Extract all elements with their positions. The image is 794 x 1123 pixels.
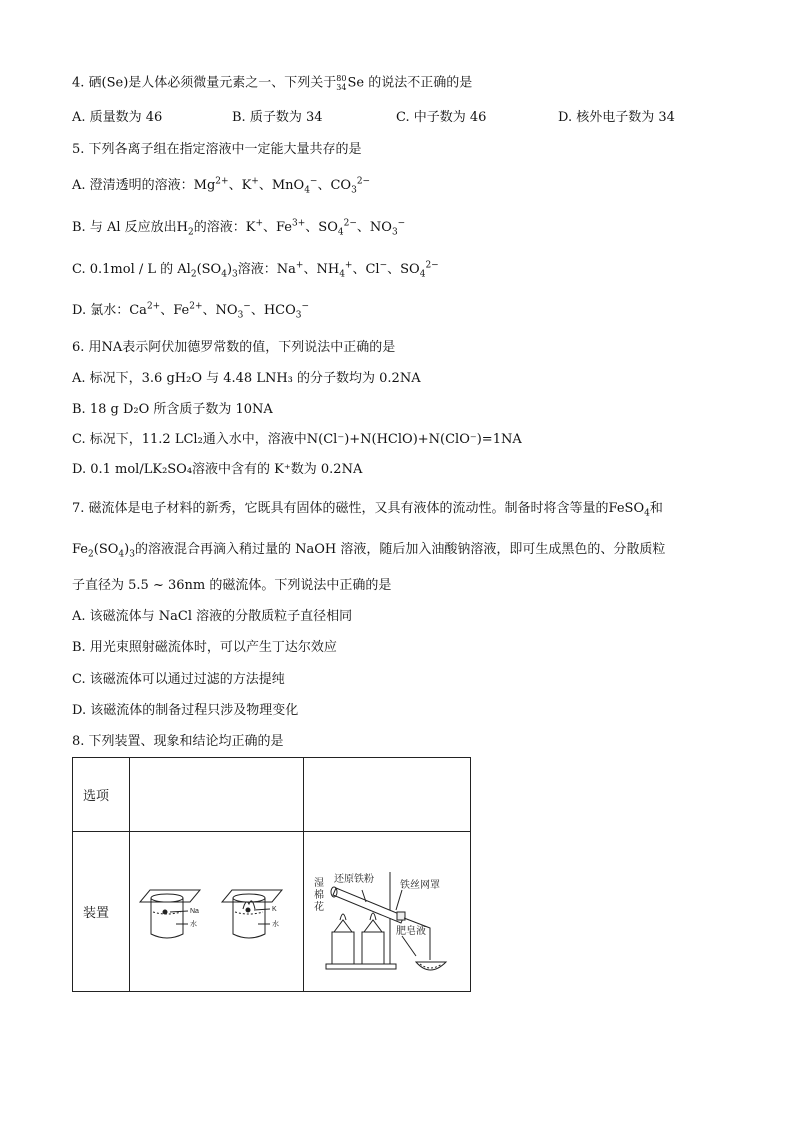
label-reduced-iron: 还原铁粉	[334, 874, 374, 885]
label-na: Na	[190, 908, 199, 915]
label-soap-solution: 肥皂液	[396, 926, 426, 937]
nuclide-symbol: Se	[347, 75, 365, 91]
q7-line1: 7. 磁流体是电子材料的新秀，它既具有固体的磁性，又具有液体的流动性。制备时将含等量的FeSO$_4$和	[72, 501, 663, 519]
label-k: K	[272, 906, 277, 913]
cell-option-1	[130, 758, 304, 832]
label-flower: 花	[314, 902, 324, 913]
q7-option-a: A. 该磁流体与 NaCl 溶液的分散质粒子直径相同	[72, 609, 353, 624]
q7-option-d: D. 该磁流体的制备过程只涉及物理变化	[72, 703, 299, 718]
q6-option-a: A. 标况下，3.6 gH₂O 与 4.48 LNH₃ 的分子数均为 0.2NA	[72, 371, 421, 386]
q4-option-a: A. 质量数为 46	[72, 110, 163, 125]
nuclide-notation: 80 34	[336, 74, 347, 92]
q4-option-c: C. 中子数为 46	[396, 110, 487, 125]
cell-option-2	[304, 758, 471, 832]
cell-figure-2	[304, 832, 471, 992]
q5-option-c: C. 0.1mol / L 的 $Al_2(SO_4)_3$溶液：Na+、$NH_4^+$、Cl−、$SO_4^{2-}$	[72, 260, 439, 280]
q5-stem: 5. 下列各离子组在指定溶液中一定能大量共存的是	[72, 142, 362, 157]
label-water-right: 水	[272, 921, 279, 928]
q5-option-b: B. 与 Al 反应放出$H_2$的溶液：K+、$Fe^{3+}$、$SO_4^{2-}$、$NO_3^-$	[72, 218, 406, 238]
q6-option-d: D. 0.1 mol/LK₂SO₄溶液中含有的 K⁺数为 0.2NA	[72, 462, 363, 477]
q7-option-c: C. 该磁流体可以通过过滤的方法提纯	[72, 672, 285, 687]
label-cotton: 棉	[314, 890, 324, 901]
q4-stem-text: 4. 硒(Se)是人体必须微量元素之一、下列关于	[72, 75, 337, 91]
q8-table	[72, 757, 471, 992]
q5-option-a: A. 澄清透明的溶液：$Mg^{2+}$、K+、MnO$_4$−、$CO_3^{2-}$	[72, 176, 371, 196]
q6-stem: 6. 用NA表示阿伏加德罗常数的值，下列说法中正确的是	[72, 340, 396, 355]
q4-option-d: D. 核外电子数为 34	[558, 110, 675, 125]
q7-line3: 子直径为 5.5 ~ 36nm 的磁流体。下列说法中正确的是	[72, 578, 392, 593]
label-wet: 湿	[314, 878, 324, 889]
row-label-options: 选项	[73, 758, 130, 832]
cell-figure-1	[130, 832, 304, 992]
q8-row-apparatus	[73, 832, 471, 992]
q5-option-d: D. 氯水：$Ca^{2+}$、$Fe^{2+}$、$NO_3^-$、$HCO_3^-$	[72, 301, 310, 321]
label-water-left: 水	[190, 921, 197, 928]
q4-option-b: B. 质子数为 34	[232, 110, 323, 125]
row-label-apparatus: 装置	[73, 832, 130, 992]
q8-row-options	[73, 758, 471, 832]
q6-option-c: C. 标况下，11.2 LCl₂通入水中，溶液中N(Cl⁻)+N(HClO)+N(ClO⁻)=1NA	[72, 432, 522, 447]
q7-line2: $Fe_2(SO_4)_3$的溶液混合再滴入稍过量的 NaOH 溶液，随后加入油酸钠溶液，即可生成黑色的、分散质粒	[72, 542, 666, 560]
q4-stem: 4. 硒(Se)是人体必须微量元素之一、下列关于 80 34 Se 的说法不正确的是	[72, 74, 473, 92]
q7-option-b: B. 用光束照射磁流体时，可以产生丁达尔效应	[72, 640, 337, 655]
na-k-water-figure	[130, 832, 303, 987]
iron-steam-apparatus-figure	[304, 832, 470, 987]
q6-option-b: B. 18 g D₂O 所含质子数为 10NA	[72, 402, 273, 417]
label-wire-gauze: 铁丝网罩	[400, 880, 440, 891]
q8-stem: 8. 下列装置、现象和结论均正确的是	[72, 734, 284, 749]
